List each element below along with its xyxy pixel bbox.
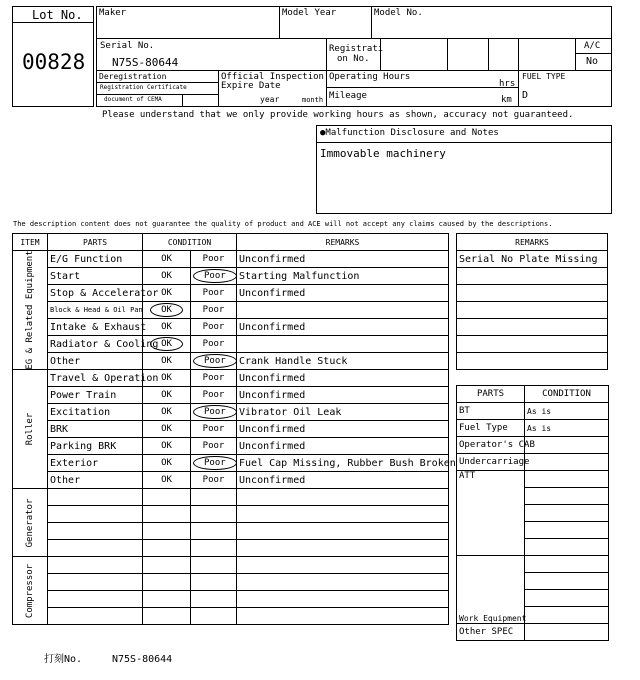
part-cell: E/G Function — [48, 251, 143, 268]
condition-poor-cell — [191, 251, 237, 268]
condition-ok-cell — [143, 404, 191, 421]
condition-poor-label: Poor — [202, 475, 225, 485]
table-row — [13, 370, 449, 387]
condition-poor-cell — [191, 268, 237, 285]
side-remarks-row — [457, 285, 608, 302]
item-group-label: EG & Related Equipment — [25, 250, 35, 370]
condition-ok-cell — [143, 540, 191, 557]
part-cell: Excitation — [48, 404, 143, 421]
condition-ok-label: OK — [161, 475, 172, 485]
side-remarks-row — [457, 302, 608, 319]
operating-hours-label: Operating Hours — [329, 72, 411, 82]
remark-cell — [237, 336, 449, 353]
remark-cell: Unconfirmed — [237, 421, 449, 438]
part-cell — [48, 557, 143, 574]
condition-poor-cell — [191, 319, 237, 336]
part-cell: Radiator & Cooling — [48, 336, 143, 353]
mileage-label: Mileage — [329, 91, 367, 101]
condition-poor-label: Poor — [193, 405, 237, 419]
condition-poor-cell — [191, 285, 237, 302]
condition-ok-cell — [143, 387, 191, 404]
month-label: month — [302, 96, 324, 104]
side-condition-cell — [525, 437, 609, 454]
km-label: km — [501, 95, 512, 105]
hrs-label: hrs — [499, 79, 516, 89]
condition-ok-label: OK — [150, 337, 183, 351]
condition-poor-label: Poor — [202, 305, 225, 315]
condition-ok-label: OK — [161, 373, 172, 383]
item-group-label: Compressor — [25, 563, 35, 618]
remark-cell: Vibrator Oil Leak — [237, 404, 449, 421]
part-cell: Exterior — [48, 455, 143, 472]
serial-value: N75S-80644 — [112, 56, 179, 69]
registration-label-2: on No. — [337, 54, 370, 64]
side-condition-cell — [525, 454, 609, 471]
att-condition-cell — [525, 522, 609, 539]
side-remarks-row — [457, 268, 608, 285]
item-group-label: Generator — [25, 498, 35, 547]
condition-ok-cell — [143, 506, 191, 523]
registration-label: Registrati — [329, 44, 384, 54]
condition-poor-cell — [191, 336, 237, 353]
table-row — [13, 489, 449, 506]
condition-poor-cell — [191, 557, 237, 574]
table-row — [13, 438, 449, 455]
table-row — [13, 540, 449, 557]
att-condition-cell — [525, 505, 609, 522]
condition-ok-cell — [143, 251, 191, 268]
deregistration-label: Deregistration — [99, 72, 167, 81]
side-remark-cell: Serial No Plate Missing — [457, 251, 608, 268]
condition-poor-cell — [191, 370, 237, 387]
condition-ok-cell — [143, 608, 191, 625]
remark-cell: Unconfirmed — [237, 387, 449, 404]
condition-poor-cell — [191, 353, 237, 370]
condition-ok-label: OK — [161, 390, 172, 400]
remark-cell: Fuel Cap Missing, Rubber Bush Broken — [237, 455, 449, 472]
condition-ok-cell — [143, 455, 191, 472]
table-row — [13, 574, 449, 591]
condition-ok-cell — [143, 472, 191, 489]
remark-cell: Starting Malfunction — [237, 268, 449, 285]
table-row — [13, 404, 449, 421]
condition-poor-cell — [191, 387, 237, 404]
lot-number: 00828 — [22, 50, 86, 74]
fuel-type-label: FUEL TYPE — [522, 72, 566, 81]
part-cell — [48, 540, 143, 557]
remark-cell — [237, 557, 449, 574]
part-cell: Stop & Accelerator — [48, 285, 143, 302]
side-part-cell: Operator's CAB — [457, 437, 525, 454]
condition-poor-label: Poor — [202, 390, 225, 400]
other-spec-condition-cell — [525, 624, 609, 641]
condition-ok-cell — [143, 302, 191, 319]
condition-poor-label: Poor — [202, 441, 225, 451]
att-condition-cell — [525, 488, 609, 505]
remark-cell: Crank Handle Stuck — [237, 353, 449, 370]
side-parts-row — [457, 420, 609, 437]
stamp-value: N75S-80644 — [112, 654, 173, 665]
side-condition-header: CONDITION — [525, 386, 609, 403]
side-part-cell: BT — [457, 403, 525, 420]
condition-poor-label: Poor — [193, 354, 237, 368]
side-part-cell: Undercarriage — [457, 454, 525, 471]
remark-cell: Unconfirmed — [237, 319, 449, 336]
remark-cell — [237, 489, 449, 506]
side-parts-row — [457, 454, 609, 471]
condition-poor-cell — [191, 455, 237, 472]
remark-cell — [237, 591, 449, 608]
disclaimer: The description content does not guarantee the quality of product and ACE will not accept any claims caused by the descriptions. — [13, 220, 553, 228]
side-remark-cell — [457, 353, 608, 370]
side-remark-cell — [457, 336, 608, 353]
table-row — [13, 251, 449, 268]
condition-poor-cell — [191, 574, 237, 591]
side-parts-row — [457, 437, 609, 454]
condition-poor-cell — [191, 523, 237, 540]
condition-ok-label: OK — [161, 407, 172, 417]
work-equipment-condition-cell — [525, 607, 609, 624]
condition-poor-cell — [191, 404, 237, 421]
condition-ok-label: OK — [161, 458, 172, 468]
part-cell — [48, 574, 143, 591]
condition-poor-cell — [191, 302, 237, 319]
part-cell — [48, 489, 143, 506]
header-remarks: REMARKS — [237, 234, 449, 251]
condition-ok-cell — [143, 523, 191, 540]
condition-poor-label: Poor — [202, 254, 225, 264]
header-condition: CONDITION — [143, 234, 237, 251]
other-spec-label: Other SPEC — [457, 624, 525, 641]
work-equipment-condition-cell — [525, 590, 609, 607]
att-label: ATT — [457, 471, 525, 556]
remark-cell: Unconfirmed — [237, 285, 449, 302]
work-equipment-label: Work Equipment — [457, 556, 525, 624]
condition-ok-cell — [143, 438, 191, 455]
condition-ok-cell — [143, 421, 191, 438]
remark-cell — [237, 523, 449, 540]
header-parts: PARTS — [48, 234, 143, 251]
condition-poor-label: Poor — [202, 288, 225, 298]
side-remarks-row — [457, 336, 608, 353]
table-row — [13, 319, 449, 336]
condition-poor-label: Poor — [202, 373, 225, 383]
condition-poor-label: Poor — [202, 322, 225, 332]
remark-cell — [237, 540, 449, 557]
malfunction-box — [316, 125, 612, 214]
remark-cell: Unconfirmed — [237, 251, 449, 268]
item-group-label: Roller — [25, 412, 35, 446]
table-row — [13, 523, 449, 540]
table-row — [13, 336, 449, 353]
condition-ok-cell — [143, 319, 191, 336]
remark-cell — [237, 574, 449, 591]
malfunction-title: ●Malfunction Disclosure and Notes — [320, 128, 499, 138]
table-row — [13, 472, 449, 489]
part-cell — [48, 523, 143, 540]
condition-ok-label: OK — [150, 303, 183, 317]
condition-poor-label: Poor — [202, 339, 225, 349]
condition-ok-label: OK — [161, 356, 172, 366]
model-no-label: Model No. — [374, 8, 423, 18]
side-remark-cell — [457, 268, 608, 285]
part-cell — [48, 608, 143, 625]
inspection-label: Official Inspection — [221, 72, 324, 82]
ac-value: No — [586, 56, 599, 67]
condition-ok-label: OK — [161, 441, 172, 451]
item-group-cell — [13, 489, 48, 557]
malfunction-text: Immovable machinery — [320, 147, 446, 160]
att-condition-cell — [525, 471, 609, 488]
table-row — [13, 302, 449, 319]
condition-poor-label: Poor — [202, 424, 225, 434]
part-cell — [48, 506, 143, 523]
part-cell: Other — [48, 472, 143, 489]
condition-ok-cell — [143, 574, 191, 591]
maker-label: Maker — [99, 8, 127, 18]
work-equipment-condition-cell — [525, 573, 609, 590]
condition-ok-cell — [143, 591, 191, 608]
condition-ok-cell — [143, 353, 191, 370]
side-remarks-header: REMARKS — [457, 234, 608, 251]
remark-cell: Unconfirmed — [237, 472, 449, 489]
item-group-cell — [13, 251, 48, 370]
part-cell: Parking BRK — [48, 438, 143, 455]
table-row — [13, 591, 449, 608]
item-group-cell — [13, 370, 48, 489]
lot-label: Lot No. — [32, 8, 83, 22]
table-row — [13, 455, 449, 472]
side-remarks-row — [457, 251, 608, 268]
condition-poor-label: Poor — [193, 456, 237, 470]
table-row — [13, 387, 449, 404]
condition-ok-label: OK — [161, 254, 172, 264]
condition-poor-cell — [191, 540, 237, 557]
year-label: year — [260, 95, 280, 104]
part-cell: Power Train — [48, 387, 143, 404]
item-group-cell — [13, 557, 48, 625]
condition-poor-cell — [191, 421, 237, 438]
part-cell: Block & Head & Oil Pan — [48, 302, 143, 319]
remark-cell — [237, 506, 449, 523]
part-cell: Start — [48, 268, 143, 285]
side-remark-cell — [457, 319, 608, 336]
stamp-label: 打刻No. — [44, 654, 83, 665]
part-cell: BRK — [48, 421, 143, 438]
ac-label: A/C — [584, 41, 601, 51]
part-cell: Other — [48, 353, 143, 370]
table-row — [13, 608, 449, 625]
table-row — [13, 285, 449, 302]
condition-ok-label: OK — [161, 288, 172, 298]
table-row — [13, 421, 449, 438]
table-header-row — [13, 234, 449, 251]
table-row — [13, 353, 449, 370]
condition-ok-label: OK — [161, 424, 172, 434]
remark-cell: Unconfirmed — [237, 438, 449, 455]
condition-poor-cell — [191, 472, 237, 489]
model-year-label: Model Year — [282, 8, 337, 18]
att-row — [457, 471, 609, 488]
side-remarks-row — [457, 319, 608, 336]
condition-poor-cell — [191, 608, 237, 625]
side-condition-cell: As is — [525, 403, 609, 420]
table-row — [13, 268, 449, 285]
table-row — [13, 506, 449, 523]
side-remark-cell — [457, 302, 608, 319]
part-cell: Travel & Operation — [48, 370, 143, 387]
condition-ok-label: OK — [161, 322, 172, 332]
serial-label: Serial No. — [100, 41, 155, 51]
working-hours-notice: Please understand that we only provide working hours as shown, accuracy not guaranteed. — [102, 110, 574, 120]
registration-certificate-label: Registration Certificate — [100, 84, 187, 91]
side-remarks-table — [456, 233, 608, 370]
att-condition-cell — [525, 539, 609, 556]
side-parts-row — [457, 403, 609, 420]
side-condition-cell: As is — [525, 420, 609, 437]
table-row — [13, 557, 449, 574]
header-item: ITEM — [13, 234, 48, 251]
remark-cell — [237, 608, 449, 625]
side-part-cell: Fuel Type — [457, 420, 525, 437]
condition-ok-cell — [143, 268, 191, 285]
remark-cell — [237, 302, 449, 319]
condition-ok-label: OK — [161, 271, 172, 281]
condition-ok-cell — [143, 336, 191, 353]
condition-poor-cell — [191, 438, 237, 455]
condition-ok-cell — [143, 557, 191, 574]
part-cell: Intake & Exhaust — [48, 319, 143, 336]
side-remarks-row — [457, 353, 608, 370]
side-parts-table — [456, 385, 609, 641]
side-parts-header: PARTS — [457, 386, 525, 403]
condition-ok-cell — [143, 489, 191, 506]
side-remark-cell — [457, 285, 608, 302]
fuel-type-value: D — [522, 90, 529, 101]
other-spec-row — [457, 624, 609, 641]
cema-label: document of CEMA — [104, 96, 162, 103]
remark-cell: Unconfirmed — [237, 370, 449, 387]
condition-poor-cell — [191, 506, 237, 523]
inspection-label-2: Expire Date — [221, 81, 281, 91]
condition-poor-label: Poor — [193, 269, 237, 283]
work-equipment-row — [457, 556, 609, 573]
condition-poor-cell — [191, 489, 237, 506]
condition-poor-cell — [191, 591, 237, 608]
work-equipment-condition-cell — [525, 556, 609, 573]
part-cell — [48, 591, 143, 608]
inspection-table — [12, 233, 456, 625]
